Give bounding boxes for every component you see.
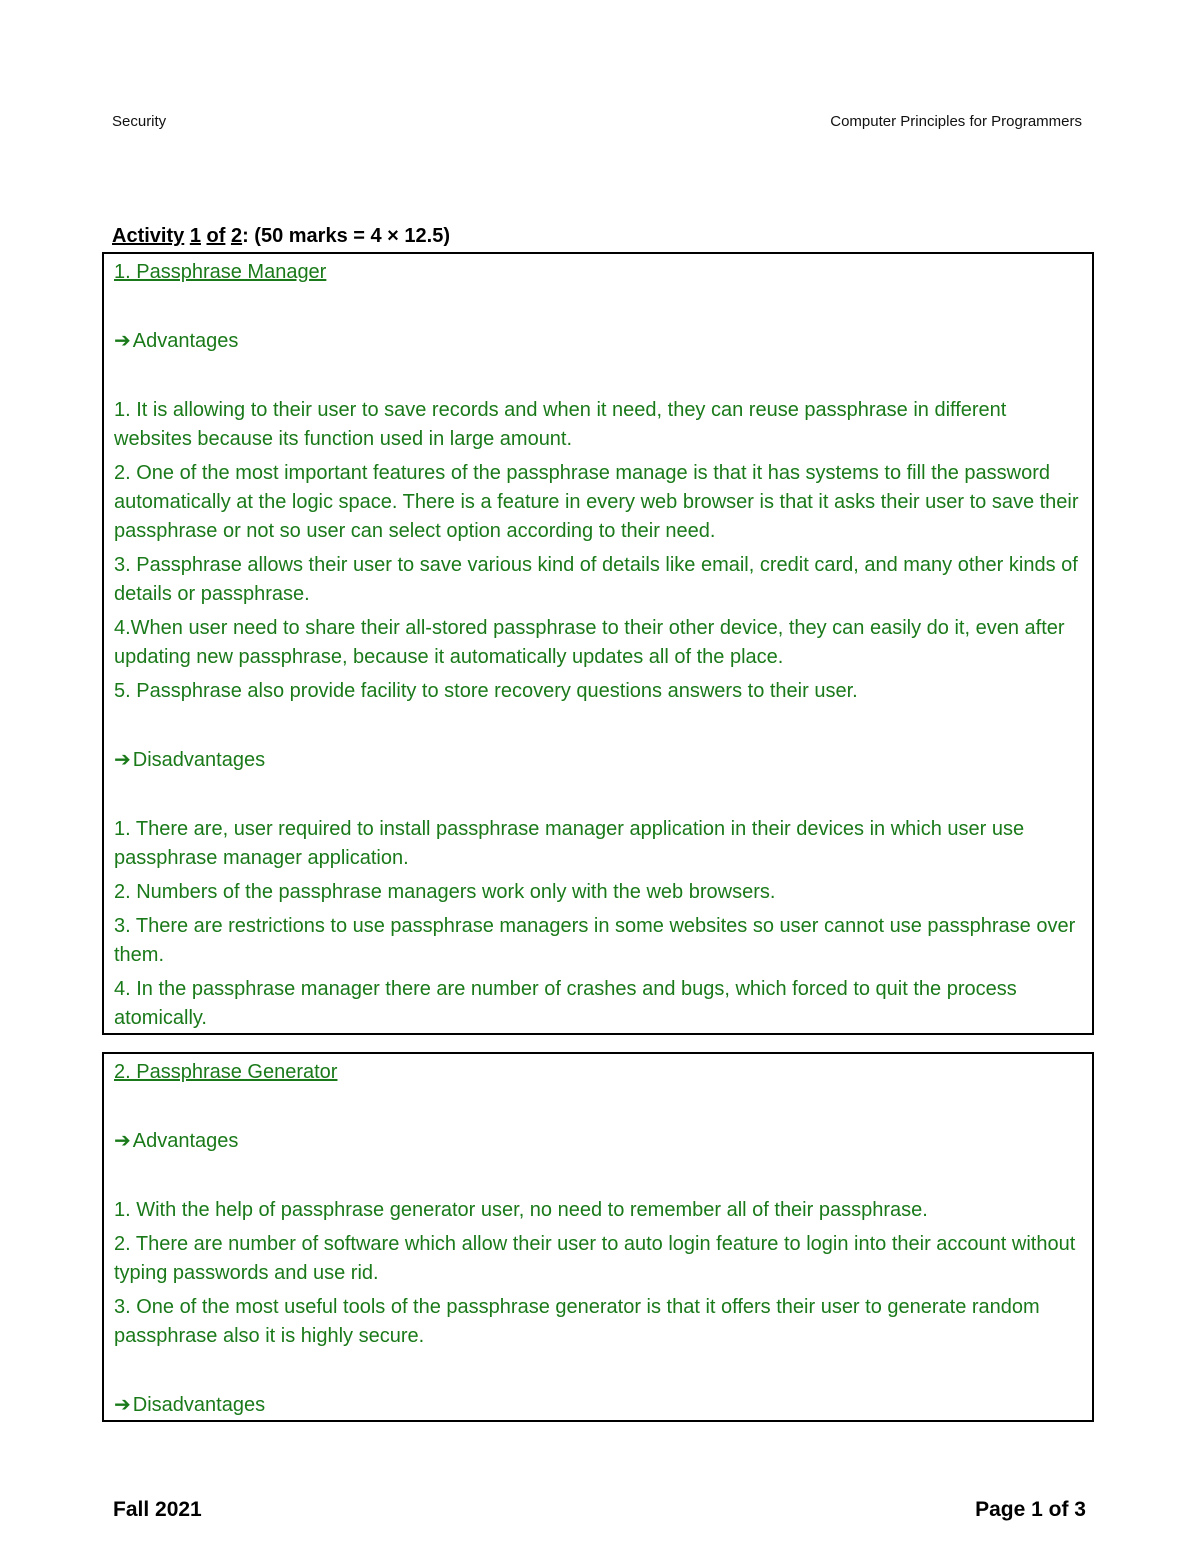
list-item: 1. There are, user required to install passphrase manager application in their devices in which user use passphrase manager application.: [114, 818, 1025, 869]
activity-marks: : (50 marks = 4 × 12.5): [242, 225, 450, 247]
disadvantages-heading: [114, 1391, 1082, 1420]
list-item: 4.When user need to share their all-stored passphrase to their other device, they can easily do it, even after updating new passphrase, because it automatically updates all of the place.: [114, 617, 1065, 668]
answer-box-passphrase-manager: [102, 252, 1094, 1035]
activity-total: 2: [230, 225, 243, 247]
header-right: Computer Principles for Programmers: [830, 113, 1082, 130]
activity-number: 1: [189, 225, 201, 247]
advantages-label: Advantages: [132, 1130, 239, 1152]
advantages-label: Advantages: [132, 330, 239, 352]
section-title: 2. Passphrase Generator: [114, 1061, 338, 1083]
section-title: 1. Passphrase Manager: [114, 261, 327, 283]
disadvantages-label: Disadvantages: [132, 749, 266, 771]
answer-box-passphrase-generator: [102, 1052, 1094, 1422]
disadvantages-label: Disadvantages: [132, 1394, 266, 1416]
footer-page-number: Page 1 of 3: [975, 1498, 1086, 1521]
list-item: 1. It is allowing to their user to save records and when it need, they can reuse passphrase in different websites because its function used in large amount.: [114, 399, 1007, 450]
list-item: 4. In the passphrase manager there are number of crashes and bugs, which forced to quit the process atomically.: [114, 978, 1017, 1029]
arrow-right-icon: ➔: [114, 749, 131, 771]
list-item: 2. Numbers of the passphrase managers work only with the web browsers.: [114, 881, 776, 903]
list-item: 1. With the help of passphrase generator user, no need to remember all of their passphrase.: [114, 1199, 928, 1221]
advantages-heading: [114, 1127, 1082, 1156]
advantages-heading: [114, 327, 1082, 356]
arrow-right-icon: ➔: [114, 330, 131, 352]
list-item: 3. There are restrictions to use passphrase managers in some websites so user cannot use passphrase over them.: [114, 915, 1076, 966]
arrow-right-icon: ➔: [114, 1130, 131, 1152]
activity-of: of: [206, 225, 226, 247]
header-left: Security: [112, 113, 167, 130]
activity-heading: [112, 225, 450, 248]
list-item: 5. Passphrase also provide facility to store recovery questions answers to their user.: [114, 680, 858, 702]
list-item: 3. One of the most useful tools of the passphrase generator is that it offers their user to generate random passphrase also it is highly secure.: [114, 1296, 1040, 1347]
arrow-right-icon: ➔: [114, 1394, 131, 1416]
list-item: 2. There are number of software which allow their user to auto login feature to login into their account without typing passwords and use rid.: [114, 1233, 1076, 1284]
footer-term: Fall 2021: [113, 1498, 202, 1521]
disadvantages-heading: [114, 746, 1082, 775]
activity-word: Activity: [112, 225, 185, 247]
list-item: 3. Passphrase allows their user to save various kind of details like email, credit card, and many other kinds of details or passphrase.: [114, 554, 1078, 605]
list-item: 2. One of the most important features of the passphrase manage is that it has systems to fill the password automatically at the logic space. There is a feature in every web browser is that it asks their user to save their passphrase or not so user can select option according to their need.: [114, 462, 1079, 542]
